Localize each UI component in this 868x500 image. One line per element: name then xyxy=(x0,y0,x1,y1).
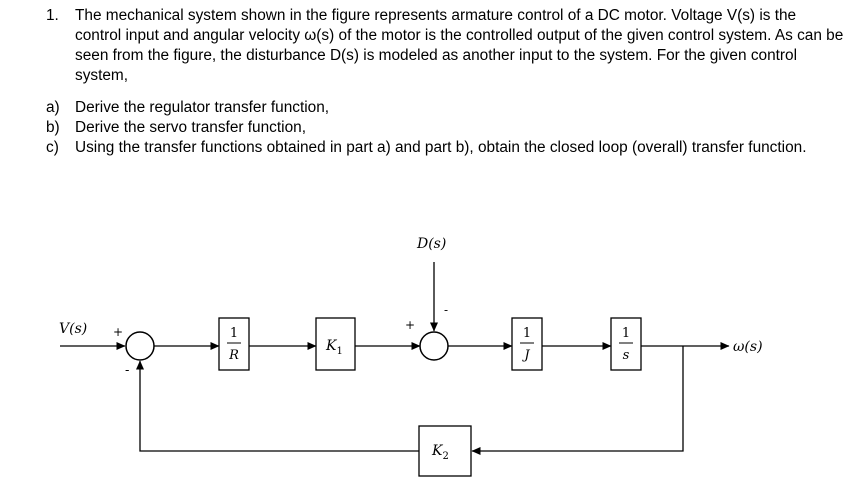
part-label: c) xyxy=(46,139,59,156)
question-text: The mechanical system shown in the figure represents armature control of a DC motor. Voltage V(s) is the control input and angular velocity ω(s) of the motor is the controlled output of the given control system. As can be seen from the figure, the disturbance D(s) is modeled as another input to the system. For the given control system, xyxy=(75,7,844,84)
block-integrator-numerator: 1 xyxy=(621,326,631,341)
block-inv-r-denominator: R xyxy=(229,348,239,363)
sum1-minus-sign: - xyxy=(125,363,130,378)
feedback-path-to-sum1 xyxy=(140,361,419,451)
block-inv-r-numerator: 1 xyxy=(229,326,239,341)
sum1-plus-sign: + xyxy=(113,325,124,339)
output-label: ω(s) xyxy=(733,339,763,355)
block-inv-j-numerator: 1 xyxy=(522,326,532,341)
block-k1-label: $K_1$ xyxy=(326,338,343,357)
block-integrator xyxy=(611,318,641,370)
disturbance-label: D(s) xyxy=(417,236,447,252)
block-k1 xyxy=(316,318,355,370)
block-inv-r xyxy=(219,318,249,370)
question-number: 1. xyxy=(46,7,59,24)
block-k2 xyxy=(419,426,471,476)
part-text: Derive the servo transfer function, xyxy=(75,119,306,136)
feedback-path-to-k2 xyxy=(472,346,683,451)
summing-junction-1 xyxy=(126,332,154,360)
summing-junction-2 xyxy=(420,332,448,360)
part-label: b) xyxy=(46,119,60,136)
part-text: Derive the regulator transfer function, xyxy=(75,99,330,116)
sum2-minus-sign: - xyxy=(444,303,449,317)
block-k2-label: $K_2$ xyxy=(432,443,449,462)
input-label: V(s) xyxy=(59,321,88,337)
block-inv-j-denominator: J xyxy=(524,348,530,363)
block-inv-j xyxy=(512,318,542,370)
part-label: a) xyxy=(46,99,60,116)
block-integrator-denominator: s xyxy=(622,348,630,363)
part-text: Using the transfer functions obtained in part a) and part b), obtain the closed loop (overall) transfer function. xyxy=(75,139,807,156)
sum2-plus-sign: + xyxy=(405,318,416,332)
